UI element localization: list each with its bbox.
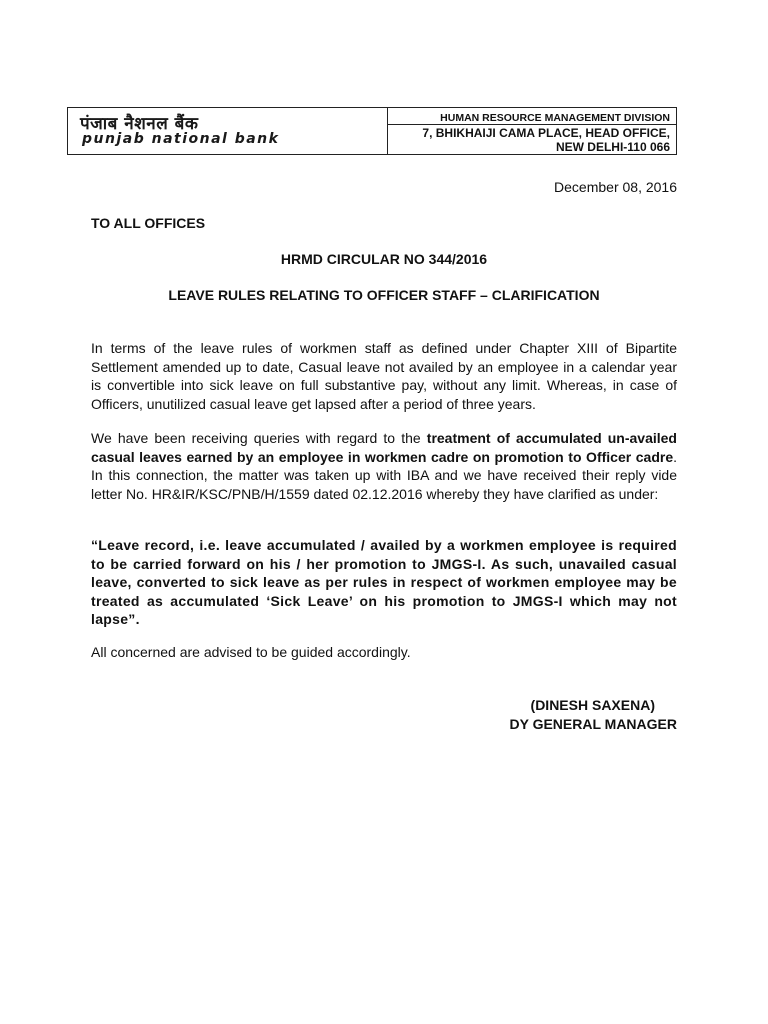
signature-block bbox=[509, 696, 677, 733]
letterhead-divider bbox=[388, 124, 676, 125]
paragraph-2 bbox=[91, 429, 677, 503]
paragraph-2-emphasis: treatment of accumulated un-availed casual leaves earned by an employee in workmen cadre on promotion to Officer cadre bbox=[91, 430, 677, 465]
circular-number: HRMD CIRCULAR NO 344/2016 bbox=[280, 251, 488, 267]
bank-name-english: punjab national bank bbox=[82, 131, 280, 147]
division-name: HUMAN RESOURCE MANAGEMENT DIVISION bbox=[440, 112, 670, 124]
address-line-1: 7, BHIKHAIJI CAMA PLACE, HEAD OFFICE, bbox=[422, 126, 670, 140]
signatory-designation: DY GENERAL MANAGER bbox=[509, 715, 677, 732]
circular-subject: LEAVE RULES RELATING TO OFFICER STAFF – CLARIFICATION bbox=[168, 287, 600, 303]
bank-name-hindi: पंजाब नैशनल बैंक bbox=[80, 114, 199, 134]
bank-logo bbox=[68, 108, 388, 154]
paragraph-2-part-2: . In this connection, the matter was taken up with IBA and we have received their reply vide letter No. HR&IR/KSC/PNB/H/1559 dated 02.12.2016 whereby they have clarified as under: bbox=[91, 448, 677, 502]
circular-date: December 08, 2016 bbox=[554, 179, 677, 195]
paragraph-2-part-1: We have been receiving queries with regard to the bbox=[91, 430, 427, 446]
iba-clarification-quote: “Leave record, i.e. leave accumulated / availed by a workmen employee is required to be carried forward on his / her promotion to JMGS-I. As such, unavailed casual leave, converted to sick leave as per rules in respect of workmen employee may be treated as accumulated ‘Sick Leave’ on his promotion to JMGS-I which may not lapse”. bbox=[91, 537, 677, 627]
letterhead bbox=[67, 107, 677, 155]
closing-line: All concerned are advised to be guided accordingly. bbox=[91, 644, 411, 660]
address-line-2: NEW DELHI-110 066 bbox=[555, 140, 670, 154]
paragraph-1: In terms of the leave rules of workmen staff as defined under Chapter XIII of Bipartite Settlement amended up to date, Casual leave not availed by an employee in a calendar year is convertible into sick leave on full substantive pay, without any limit. Whereas, in case of Officers, unutilized casual leave get lapsed after a period of three years. bbox=[91, 340, 677, 412]
letterhead-address bbox=[388, 108, 676, 154]
addressee: TO ALL OFFICES bbox=[91, 215, 206, 231]
signatory-name: (DINESH SAXENA) bbox=[530, 697, 655, 713]
